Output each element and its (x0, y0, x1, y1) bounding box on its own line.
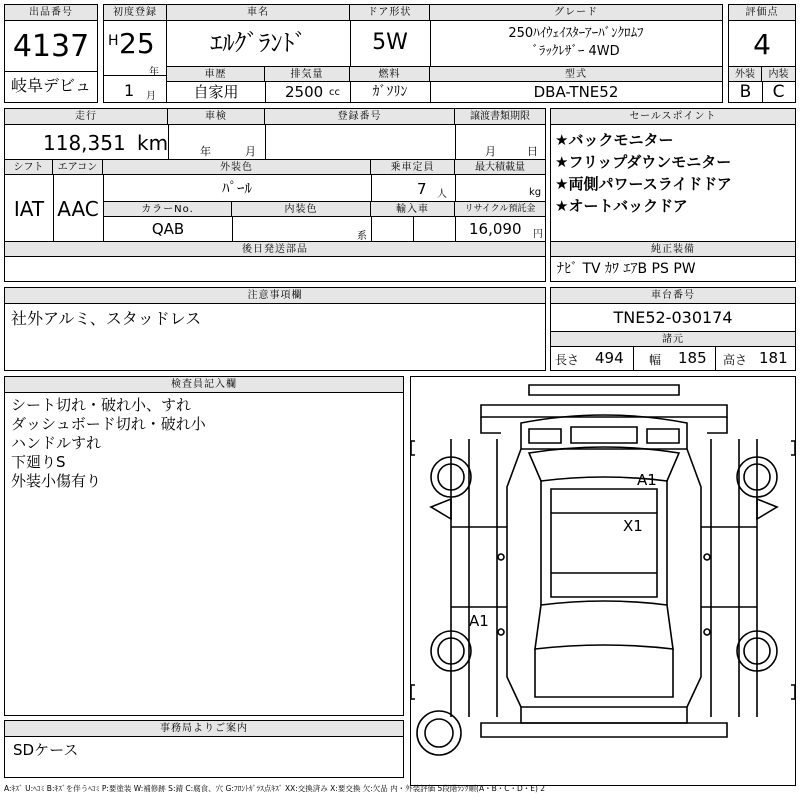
grade-line1: 250ﾊｲｳｪｲｽﾀｰｱｰﾊﾞﾝｸﾛﾑﾌ (508, 26, 644, 41)
vehicle-diagram-box (410, 376, 796, 786)
ac-label: エアコン (53, 160, 103, 175)
import-label: 輸入車 (371, 202, 455, 217)
chassis-label: 車台番号 (551, 288, 795, 304)
int-color-unit: 系 (357, 231, 367, 242)
int-color-label: 内装色 (232, 202, 371, 217)
sales-label: セールスポイント (551, 109, 795, 125)
ext-color-label: 外装色 (103, 160, 371, 175)
office-message: SDケース (13, 741, 79, 759)
month: 1 (124, 81, 135, 100)
recycle-label: リサイクル預託金 (455, 202, 545, 217)
notes-box (4, 287, 546, 371)
inspector-line: 下廻りS (11, 453, 66, 471)
shift-label: シフト (5, 160, 53, 175)
model-label: 型式 (430, 67, 722, 82)
first-reg-label: 初度登録 (104, 5, 166, 21)
inspector-box (4, 376, 404, 716)
displacement-unit: cc (329, 87, 340, 98)
ext-color: ﾊﾟｰﾙ (221, 179, 252, 197)
first-registration-box (103, 4, 167, 103)
shift: IAT (13, 197, 45, 221)
interior-label: 内装 (762, 67, 795, 82)
damage-mark: A1 (637, 471, 657, 489)
year: 25 (119, 27, 155, 60)
recycle-unit: 円 (533, 229, 543, 240)
transfer-day-unit: 日 (527, 145, 538, 158)
vehicle-diagram (411, 377, 795, 785)
chassis-number: TNE52-030174 (613, 308, 733, 327)
max-load-unit: kg (529, 187, 542, 198)
fuel: ｶﾞｿﾘﾝ (372, 84, 408, 100)
history: 自家用 (193, 83, 239, 101)
color-no: QAB (151, 220, 185, 238)
month-unit: 月 (146, 91, 156, 102)
reg-number-label: 登録番号 (265, 109, 455, 125)
inspector-label: 検査員記入欄 (5, 377, 403, 393)
exterior-grade: B (739, 82, 752, 102)
capacity-label: 乗車定員 (371, 160, 455, 175)
displacement-label: 排気量 (265, 67, 350, 82)
inspection-label: 車検 (168, 109, 265, 125)
lot-number-label: 出品番号 (5, 5, 97, 21)
car-name: ｴﾙｸﾞﾗﾝﾄﾞ (210, 29, 307, 57)
door-label: ドア形状 (350, 5, 430, 21)
vehicle-details-box (4, 108, 546, 282)
history-label: 車歴 (167, 67, 265, 82)
displacement: 2500 (285, 83, 324, 101)
sales-point: ★両側パワースライドドア (555, 175, 732, 193)
office-label: 事務局よりご案内 (5, 721, 403, 737)
venue: 岐阜デビュ (10, 76, 91, 95)
era: H (108, 33, 119, 49)
notes-label: 注意事項欄 (5, 288, 545, 304)
inspector-line: シート切れ・破れ小、すれ (11, 396, 192, 414)
height-label: 高さ (723, 353, 748, 367)
inspector-line: ハンドルすれ (11, 434, 102, 452)
equipment-label: 純正装備 (551, 242, 795, 257)
width: 185 (678, 349, 707, 367)
capacity: 7 (417, 180, 427, 198)
mileage: 118,351 (43, 131, 126, 155)
later-parts (5, 257, 545, 281)
height: 181 (759, 349, 788, 367)
length: 494 (595, 349, 624, 367)
damage-mark: A1 (469, 612, 489, 630)
sales-point: ★バックモニター (555, 131, 674, 149)
inspector-line: 外装小傷有り (11, 472, 102, 490)
grade-line2: ﾞﾗｯｸﾚｻﾞｰ 4WD (532, 44, 620, 59)
legend: A:ｷｽﾞ U:ﾍｺﾐ B:ｷｽﾞを伴うﾍｺﾐ P:要塗装 W:補修跡 S:錆 C:腐食、穴 G:ﾌﾛﾝﾄｶﾞﾗｽ点ｷｽﾞ XX:交換済み X:要交換 欠:欠品 内・外装評価 5段階ﾗﾝｸ順(A・B・C・D・E) 2 (4, 784, 546, 793)
transfer-month-unit: 月 (485, 145, 496, 158)
inspection-year-unit: 年 (200, 145, 211, 158)
sales-point: ★フリップダウンモニター (555, 153, 732, 171)
damage-mark: X1 (623, 517, 643, 535)
ac: AAC (57, 197, 99, 221)
recycle: 16,090 (469, 220, 522, 238)
interior-grade: C (772, 82, 785, 102)
score: 4 (753, 28, 771, 61)
office-box (4, 720, 404, 778)
fuel-label: 燃料 (350, 67, 430, 82)
score-box (728, 4, 796, 103)
later-parts-label: 後日発送部品 (5, 242, 545, 257)
chassis-box (550, 287, 796, 371)
color-no-label: カラーNo. (104, 202, 232, 217)
specs-label: 諸元 (551, 332, 795, 347)
notes: 社外アルミ、スタッドレス (11, 309, 202, 328)
reg-number (265, 125, 455, 159)
transfer-label: 譲渡書類期限 (455, 109, 545, 125)
model: DBA-TNE52 (533, 83, 619, 101)
sales-points-box (550, 108, 796, 282)
door-type: 5W (372, 30, 408, 55)
capacity-unit: 人 (437, 189, 447, 200)
lot-number: 4137 (12, 29, 90, 64)
length-label: 長さ (555, 353, 580, 367)
sales-point: ★オートバックドア (555, 197, 688, 215)
mileage-unit: km (137, 131, 169, 155)
width-label: 幅 (649, 353, 662, 367)
car-name-label: 車名 (167, 5, 350, 21)
exterior-label: 外装 (729, 67, 762, 82)
max-load-label: 最大積載量 (455, 160, 545, 175)
score-label: 評価点 (729, 5, 795, 21)
inspection-month-unit: 月 (245, 145, 256, 158)
grade-label: グレード (430, 5, 722, 21)
lot-number-box (4, 4, 98, 103)
year-unit: 年 (149, 67, 159, 78)
mileage-label: 走行 (5, 109, 168, 125)
car-info-box (166, 4, 723, 103)
equipment: ﾅﾋﾞ TV ｶﾜ ｴｱB PS PW (557, 261, 696, 277)
inspector-line: ダッシュボード切れ・破れ小 (11, 415, 206, 433)
